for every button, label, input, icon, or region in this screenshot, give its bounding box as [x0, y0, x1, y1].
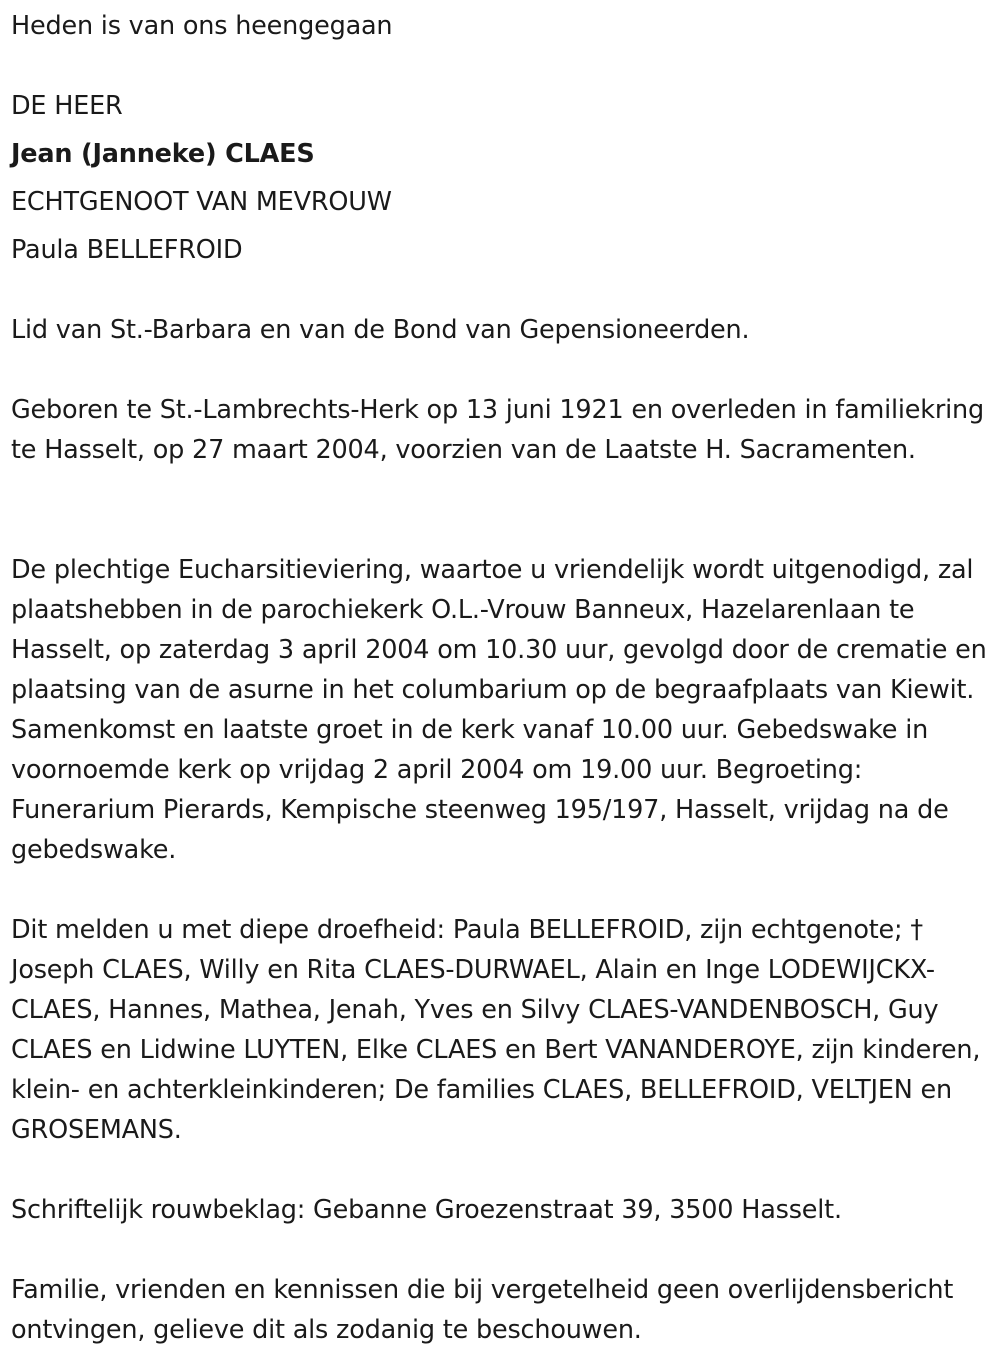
intro-text: Heden is van ons heengegaan — [11, 11, 393, 41]
birth-death-paragraph: Geboren te St.-Lambrechts-Herk op 13 juni 1921 en overleden in familiekring te Hasselt, op 27 maart 2004, voorzien van de Laatste H. Sacramenten. — [11, 395, 984, 465]
membership-text: Lid van St.-Barbara en van de Bond van Gepensioneerden. — [11, 315, 750, 345]
spouse-name: Paula BELLEFROID — [11, 235, 243, 265]
condolence-address: Schriftelijk rouwbeklag: Gebanne Groezenstraat 39, 3500 Hasselt. — [11, 1195, 842, 1225]
deceased-name: Jean (Janneke) CLAES — [11, 139, 315, 169]
title-prefix: DE HEER — [11, 91, 123, 121]
family-paragraph: Dit melden u met diepe droefheid: Paula BELLEFROID, zijn echtgenote; † Joseph CLAES, Willy en Rita CLAES-DURWAEL, Alain en Inge LODEWIJCKX-CLAES, Hannes, Mathea, Jenah, Yves en Silvy CLAES-VANDENBOSCH, Guy CLAES en Lidwine LUYTEN, Elke CLAES en Bert VANANDEROYE, zijn kinderen, klein- en achterkleinkinderen; De families CLAES, BELLEFROID, VELTJEN en GROSEMANS. — [11, 915, 981, 1145]
spouse-label: ECHTGENOOT VAN MEVROUW — [11, 187, 392, 217]
ceremony-paragraph: De plechtige Eucharsitieviering, waartoe u vriendelijk wordt uitgenodigd, zal plaatshebben in de parochiekerk O.L.-Vrouw Banneux, Hazelarenlaan te Hasselt, op zaterdag 3 april 2004 om 10.30 uur, gevolgd door de crematie en plaatsing van de asurne in het columbarium op de begraafplaats van Kiewit. Samenkomst en laatste groet in de kerk vanaf 10.00 uur. Gebedswake in voornoemde kerk op vrijdag 2 april 2004 om 19.00 uur. Begroeting: Funerarium Pierards, Kempische steenweg 195/197, Hasselt, vrijdag na de gebedswake. — [11, 555, 987, 865]
closing-paragraph: Familie, vrienden en kennissen die bij vergetelheid geen overlijdensbericht ontvingen, gelieve dit als zodanig te beschouwen. — [11, 1275, 954, 1345]
